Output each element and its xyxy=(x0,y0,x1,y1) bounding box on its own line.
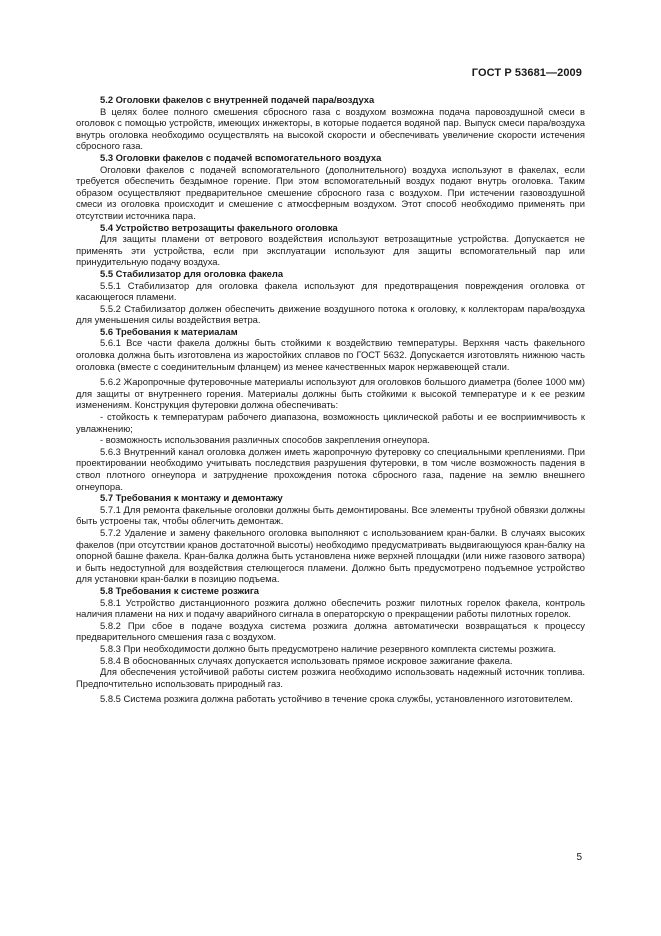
section-heading-5-8: 5.8 Требования к системе розжига xyxy=(100,584,260,596)
paragraph-5-3: Оголовки факелов с подачей вспомогательного (дополнительного) воздуха используют в факелах, если требуется обеспечить бездымное горение. При этом вспомогательный воздух подают внутрь оголовка. Таким образом осуществляют предварительное смешение сбросного газа с воздухом. При истечении газовоздушной смеси из оголовка происходит и смешение с атмосферным воздухом. Этот способ необходимо применять при отсутствии источника пара. xyxy=(76,163,585,221)
paragraph-5-7-1: 5.7.1 Для ремонта факельные оголовки должны быть демонтированы. Все элементы трубной обвязки должны быть устроены так, чтобы облегчить демонтаж. xyxy=(76,503,585,527)
page-number: 5 xyxy=(576,852,582,863)
paragraph-5-5-1: 5.5.1 Стабилизатор для оголовка факела используют для предотвращения повреждения оголовка от касающегося пламени. xyxy=(76,279,585,303)
paragraph-5-8-5: 5.8.5 Система розжига должна работать устойчиво в течение срока службы, установленного изготовителем. xyxy=(100,693,573,705)
paragraph-5-7-2: 5.7.2 Удаление и замену факельного оголовка выполняют с использованием кран-балки. В случаях высоких факелов (при отсутствии кранов достаточной высоты) необходимо предусматривать выдвигающуюся кран-балку на опорной башне факела. Кран-балка должна быть установлена ниже верхней площадки (или ниже газового затвора) и быть недоступной для воздействия стелющегося пламени. Должно быть предусмотрено подъемное устройство для установки кран-балки в позицию подъема. xyxy=(76,526,585,585)
paragraph-5-6-1: 5.6.1 Все части факела должны быть стойкими к воздействию температуры. Верхняя часть факельного оголовка должна быть изготовлена из жаростойких сплавов по ГОСТ 5632. Допускается изготовлять нижнюю часть оголовка (вместе с соединительным фланцем) из менее качественных марок нержавеющей стали. xyxy=(76,337,585,372)
paragraph-5-8-4-fuel: Для обеспечения устойчивой работы систем розжига необходимо использовать надежный источник топлива. Предпочтительно использовать природный газ. xyxy=(76,666,585,689)
document-body xyxy=(76,94,585,705)
section-heading-5-4: 5.4 Устройство ветрозащиты факельного оголовка xyxy=(100,221,338,233)
list-item: - возможность использования различных способов закрепления огнеупора. xyxy=(100,434,430,446)
paragraph-5-5-2: 5.5.2 Стабилизатор должен обеспечить движение воздушного потока к оголовку, к коллекторам пара/воздуха для уменьшения силы воздействия ветра. xyxy=(76,302,585,326)
paragraph-5-8-3: 5.8.3 При необходимости должно быть предусмотрено наличие резервного комплекта системы розжига. xyxy=(100,642,557,654)
paragraph-5-6-2: 5.6.2 Жаропрочные футеровочные материалы используют для оголовков большого диаметра (более 1000 мм) для защиты от внутреннего горения. Материалы должны быть стойкими к высокой температуре и к ее резким изменениям. Конструкция футеровки должна обеспечивать: xyxy=(76,376,585,411)
paragraph-5-6-3: 5.6.3 Внутренний канал оголовка должен иметь жаропрочную футеровку со специальными креплениями. При проектировании необходимо учитывать последствия разрушения футеровки, в том числе возможность падения в ствол плотного огнеупора и затруднение прохождения потока сбросного газа, падение на землю внешнего огнеупора. xyxy=(76,445,585,492)
list-item: - стойкость к температурам рабочего диапазона, возможность циклической работы и ее восприимчивость к увлажнению; xyxy=(76,411,585,434)
section-heading-5-3: 5.3 Оголовки факелов с подачей вспомогательного воздуха xyxy=(100,151,382,163)
section-heading-5-2: 5.2 Оголовки факелов с внутренней подачей пара/воздуха xyxy=(100,94,375,105)
section-heading-5-5: 5.5 Стабилизатор для оголовка факела xyxy=(100,267,284,279)
document-id: ГОСТ Р 53681—2009 xyxy=(471,67,582,79)
paragraph-5-4: Для защиты пламени от ветрового воздействия используют ветрозащитные устройства. Допускается не применять эти устройства, если при эксплуатации используют для защиты вспомогательный пар или принудительную подачу воздуха. xyxy=(76,233,585,268)
section-heading-5-6: 5.6 Требования к материалам xyxy=(100,325,238,337)
paragraph-5-8-2: 5.8.2 При сбое в подаче воздуха система розжига должна автоматически возвращаться к процессу предварительного смешения газа с воздухом. xyxy=(76,619,585,643)
section-heading-5-7: 5.7 Требования к монтажу и демонтажу xyxy=(100,492,283,504)
paragraph-5-2: В целях более полного смешения сбросного газа с воздухом возможна подача паровоздушной смеси в оголовок с помощью устройств, имеющих инжекторы, в которые подается водяной пар. Выпуск смеси пара/воздуха внутрь оголовка необходимо осуществлять на высокой скорости и обеспечивать увеличение скорости истечения сбросного газа. xyxy=(76,105,585,152)
paragraph-5-8-1: 5.8.1 Устройство дистанционного розжига должно обеспечить розжиг пилотных горелок факела, контроль наличия пламени на них и подачу аварийного сигнала в операторскую о прекращении работы пилотных горелок. xyxy=(76,596,585,620)
paragraph-5-8-4: 5.8.4 В обоснованных случаях допускается использовать прямое искровое зажигание факела. xyxy=(100,654,513,666)
